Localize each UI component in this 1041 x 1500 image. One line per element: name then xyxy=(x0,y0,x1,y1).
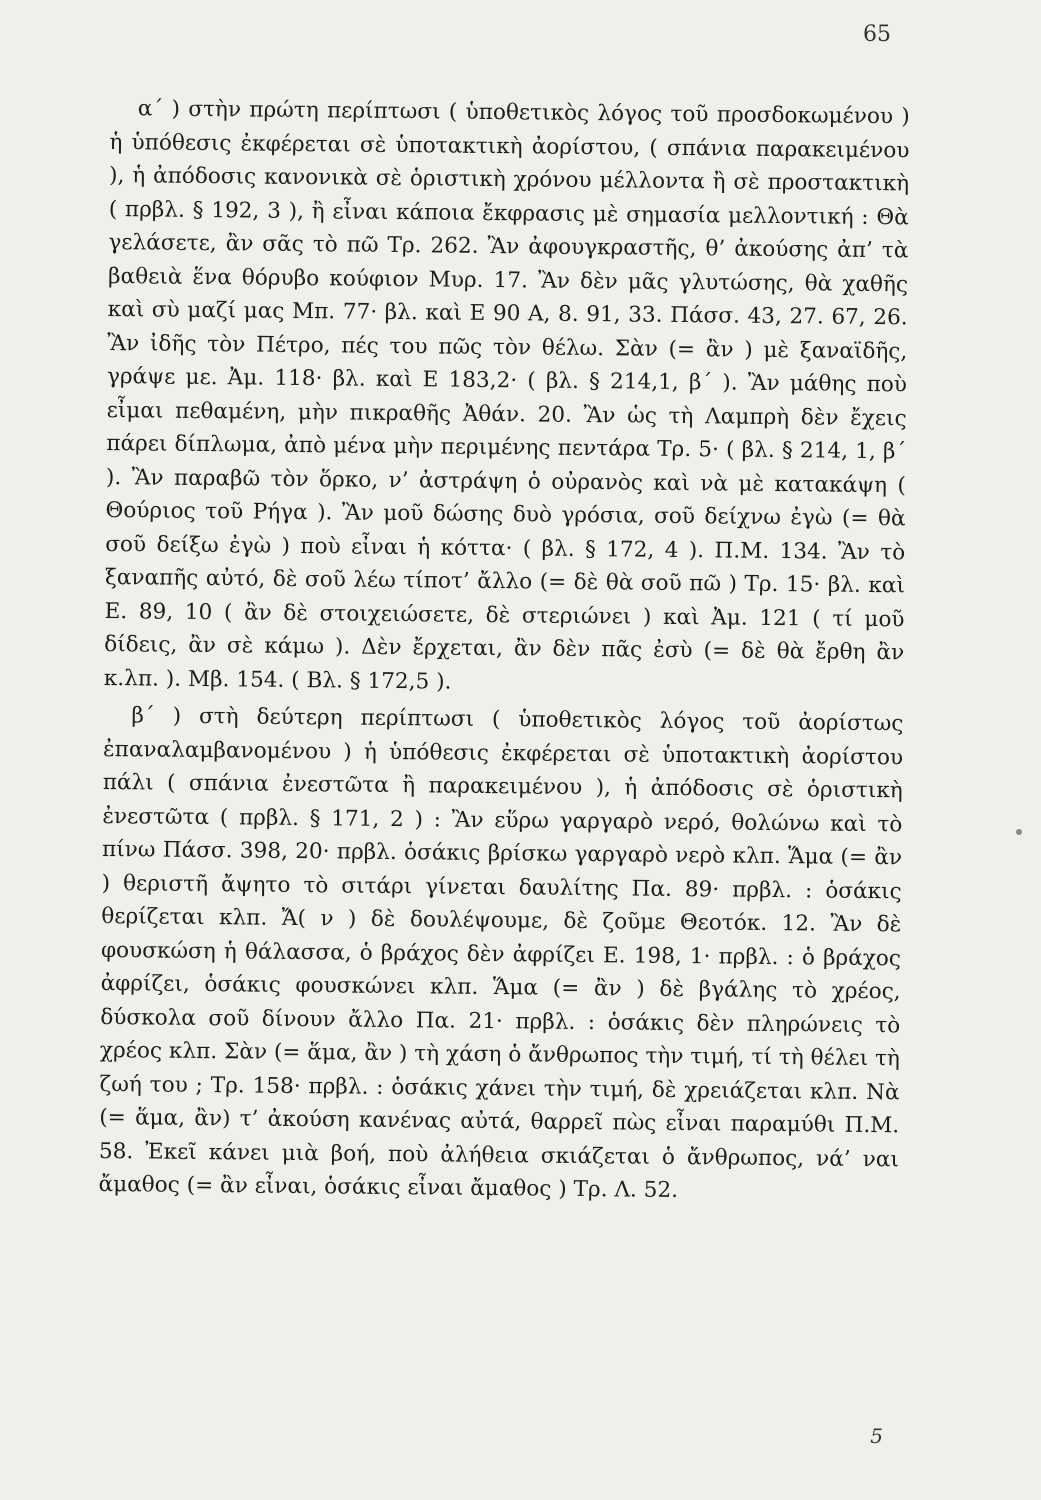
margin-speck xyxy=(1016,829,1022,835)
body-text xyxy=(98,92,910,1210)
paragraph-alpha: α΄ ) στὴν πρώτη περίπτωσι ( ὑποθετικὸς λόγος τοῦ προσδοκωμένου ) ἡ ὑπόθεσις ἐκφέρεται σὲ ὑποτακτικὴ ἀορίστου, ( σπάνια παρακειμένου ), ἡ ἀπόδοσις κανονικὰ σὲ ὁριστικὴ χρόνου μέλλοντα ἢ σὲ προστακτικὴ ( πρβλ. § 192, 3 ), ἢ εἶναι κάποια ἔκφρασις μὲ σημασία μελλοντική : Θὰ γελάσετε, ἂν σᾶς τὸ πῶ Τρ. 262. Ἂν ἀφουγκραστῆς, θ’ ἀκούσης ἀπ’ τὰ βαθειὰ ἕνα θόρυβο κούφιον Μυρ. 17. Ἂν δὲν μᾶς γλυτώσης, θὰ χαθῆς καὶ σὺ μαζί μας Μπ. 77· βλ. καὶ Ε 90 Α, 8. 91, 33. Πάσσ. 43, 27. 67, 26. Ἂν ἰδῆς τὸν Πέτρο, πές του πῶς τὸν θέλω. Σὰν (= ἂν ) μὲ ξαναϊδῆς, γράψε με. Ἀμ. 118· βλ. καὶ Ε 183,2· ( βλ. § 214,1, β΄ ). Ἂν μάθης ποὺ εἶμαι πεθαμένη, μὴν πικραθῆς Ἀθάν. 20. Ἂν ὡς τὴ Λαμπρὴ δὲν ἔχεις πάρει δίπλωμα, ἀπὸ μένα μὴν περιμένης πεντάρα Τρ. 5· ( βλ. § 214, 1, β΄ ). Ἂν παραβῶ τὸν ὅρκο, ν’ ἀστράψη ὁ οὐρανὸς καὶ νὰ μὲ κατακάψη ( Θούριος τοῦ Ρήγα ). Ἂν μοῦ δώσης δυὸ γρόσια, σοῦ δείχνω ἐγὼ (= θὰ σοῦ δείξω ἐγὼ ) ποὺ εἶναι ἡ κόττα· ( βλ. § 172, 4 ). Π.Μ. 134. Ἂν τὸ ξαναπῆς αὐτό, δὲ σοῦ λέω τίποτ’ ἄλλο (= δὲ θὰ σοῦ πῶ ) Τρ. 15· βλ. καὶ Ε. 89, 10 ( ἂν δὲ στοιχειώσετε, δὲ στεριώνει ) καὶ Ἀμ. 121 ( τί μοῦ δίδεις, ἂν σὲ κάμω ). Δὲν ἔρχεται, ἂν δὲν πᾶς ἐσὺ (= δὲ θὰ ἔρθη ἂν κ.λπ. ). Μβ. 154. ( Βλ. § 172,5 ). xyxy=(103,96,910,695)
paragraph-beta: β΄ ) στὴ δεύτερη περίπτωσι ( ὑποθετικὸς λόγος τοῦ ἀορίστως ἐπαναλαμβανομένου ) ἡ ὑπόθεσις ἐκφέρεται σὲ ὑποτακτικὴ ἀορίστου πάλι ( σπάνια ἐνεστῶτα ἢ παρακειμένου ), ἡ ἀπόδοσις σὲ ὁριστικὴ ἐνεστῶτα ( πρβλ. § 171, 2 ) : Ἂν εὕρω γαργαρὸ νερό, θολώνω καὶ τὸ πίνω Πάσσ. 398, 20· πρβλ. ὁσάκις βρίσκω γαργαρὸ νερὸ κλπ. Ἅμα (= ἂν ) θεριστῆ ἄψητο τὸ σιτάρι γίνεται δαυλίτης Πα. 89· πρβλ. : ὁσάκις θερίζεται κλπ. Ἄ( ν ) δὲ δουλέψουμε, δὲ ζοῦμε Θεοτόκ. 12. Ἂν δὲ φουσκώση ἡ θάλασσα, ὁ βράχος δὲν ἀφρίζει Ε. 198, 1· πρβλ. : ὁ βράχος ἀφρίζει, ὁσάκις φουσκώνει κλπ. Ἅμα (= ἂν ) δὲ βγάλης τὸ χρέος, δύσκολα σοῦ δίνουν ἄλλο Πα. 21· πρβλ. : ὁσάκις δὲν πληρώνεις τὸ χρέος κλπ. Σὰν (= ἅμα, ἂν ) τὴ χάση ὁ ἄνθρωπος τὴν τιμή, τί τὴ θέλει τὴ ζωή του ; Τρ. 158· πρβλ. : ὁσάκις χάνει τὴν τιμή, δὲ χρειάζεται κλπ. Νὰ (= ἅμα, ἂν) τ’ ἀκούση κανένας αὐτά, θαρρεῖ πὼς εἶναι παραμύθι Π.Μ. 58. Ἐκεῖ κάνει μιὰ βοή, ποὺ ἀλήθεια σκιάζεται ὁ ἄνθρωπος, νά’ ναι ἄμαθος (= ἂν εἶναι, ὁσάκις εἶναι ἄμαθος ) Τρ. Λ. 52. xyxy=(98,703,904,1204)
signature-mark: 5 xyxy=(870,1424,883,1448)
page-number: 65 xyxy=(863,22,891,47)
